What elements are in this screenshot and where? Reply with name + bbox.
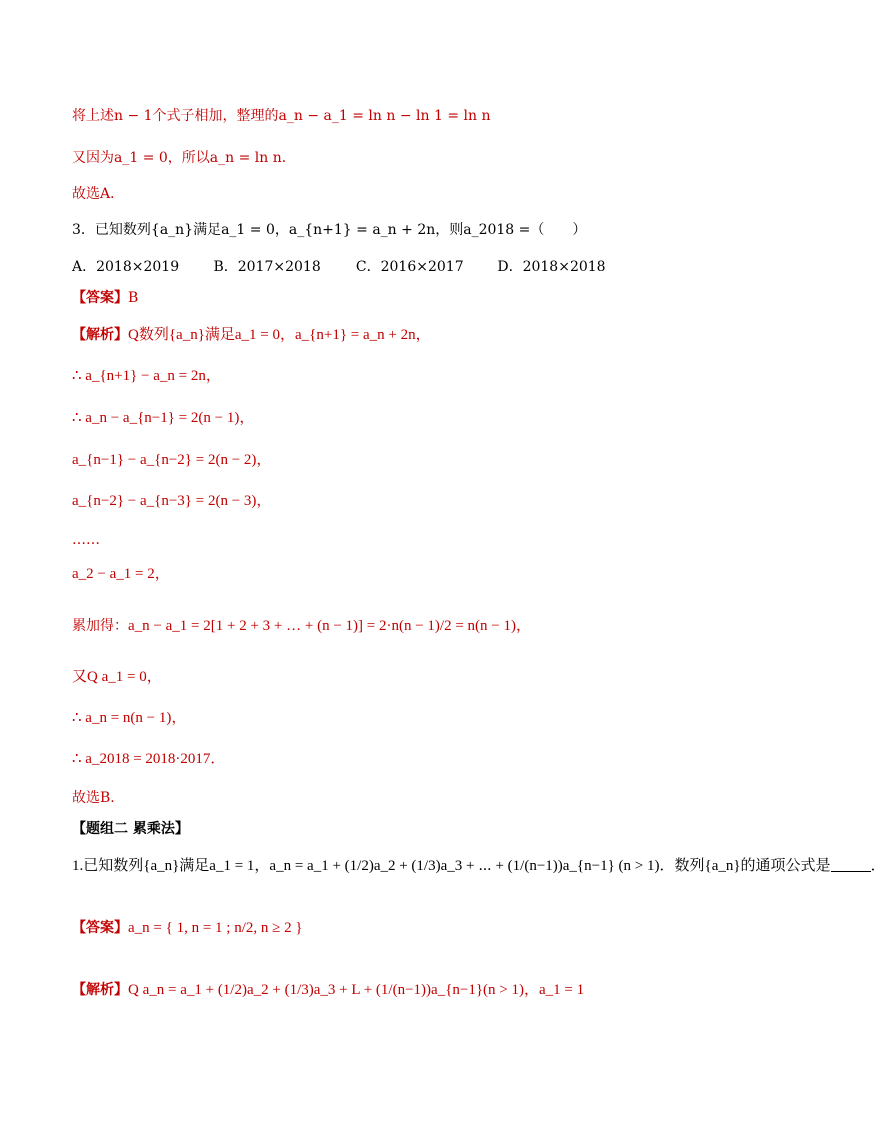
answer-2-line (72, 918, 303, 938)
step-6: 又Q a_1 = 0， (72, 669, 162, 685)
step-5: a_2 − a_1 = 2， (72, 566, 170, 582)
summation-formula: a_n − a_1 = 2[1 + 2 + 3 + … + (n − 1)] = 2·n(n − 1)/2 = n(n − 1)， (128, 618, 531, 634)
summation-line (72, 616, 531, 636)
conclusion-line: 又因为a_1 = 0，所以a_n = ln n． (72, 150, 296, 166)
step-ellipsis: …… (72, 532, 100, 548)
analysis-2-text: Q a_n = a_1 + (1/2)a_2 + (1/3)a_3 + L + (1/(n−1))a_{n−1}(n > 1)，a_1 = 1 (128, 982, 585, 998)
question-3: 3．已知数列{a_n}满足a_1 = 0，a_{n+1} = a_n + 2n，则a_2018 =（ ） (72, 222, 587, 238)
step-4: a_{n−2} − a_{n−3} = 2(n − 3)， (72, 493, 272, 509)
step-2: ∴ a_n − a_{n−1} = 2(n − 1)， (72, 410, 255, 426)
question-1-text: 1.已知数列{a_n}满足a_1 = 1，a_n = a_1 + (1/2)a_2 + (1/3)a_3 + ⋯ + (1/(n−1))a_{n−1} (n > 1)．数列{a_n}的通项公式是 (72, 858, 831, 874)
answer-label: 【答案】 (72, 290, 128, 306)
step-3: a_{n−1} − a_{n−2} = 2(n − 2)， (72, 452, 272, 468)
sum-step-line: 将上述n − 1个式子相加，整理的a_n − a_1 = ln n − ln 1 = ln n (72, 108, 491, 124)
option-d: D．2018×2018 (497, 259, 606, 275)
option-c: C．2016×2017 (355, 259, 464, 275)
analysis-line (72, 325, 431, 345)
answer-value: B (128, 290, 139, 306)
analysis-text: Q数列{a_n}满足a_1 = 0，a_{n+1} = a_n + 2n， (128, 327, 431, 343)
answer-blank (831, 857, 871, 872)
answer-line (72, 288, 138, 308)
answer-2-label: 【答案】 (72, 920, 128, 936)
question-1: 1.已知数列{a_n}满足a_1 = 1，a_n = a_1 + (1/2)a_2 + (1/3)a_3 + ⋯ + (1/(n−1))a_{n−1} (n > 1)．数列{a_n}的通项公式是 ． (72, 858, 886, 874)
step-7: ∴ a_n = n(n − 1)， (72, 710, 187, 726)
step-1: ∴ a_{n+1} − a_n = 2n， (72, 368, 221, 384)
choose-a-line: 故选A． (72, 186, 125, 202)
summation-label: 累加得： (72, 618, 128, 634)
option-a: A．2018×2019 (72, 259, 180, 275)
analysis-2-line (72, 980, 584, 1000)
question-3-options (72, 257, 606, 277)
answer-2-formula: a_n = { 1, n = 1 ; n/2, n ≥ 2 } (128, 920, 303, 936)
analysis-2-label: 【解析】 (72, 982, 128, 998)
analysis-label: 【解析】 (72, 327, 128, 343)
choose-b-line: 故选B. (72, 790, 115, 806)
group-2-heading: 【题组二 累乘法】 (72, 821, 189, 837)
step-8: ∴ a_2018 = 2018·2017． (72, 751, 226, 767)
option-b: B．2017×2018 (213, 259, 321, 275)
